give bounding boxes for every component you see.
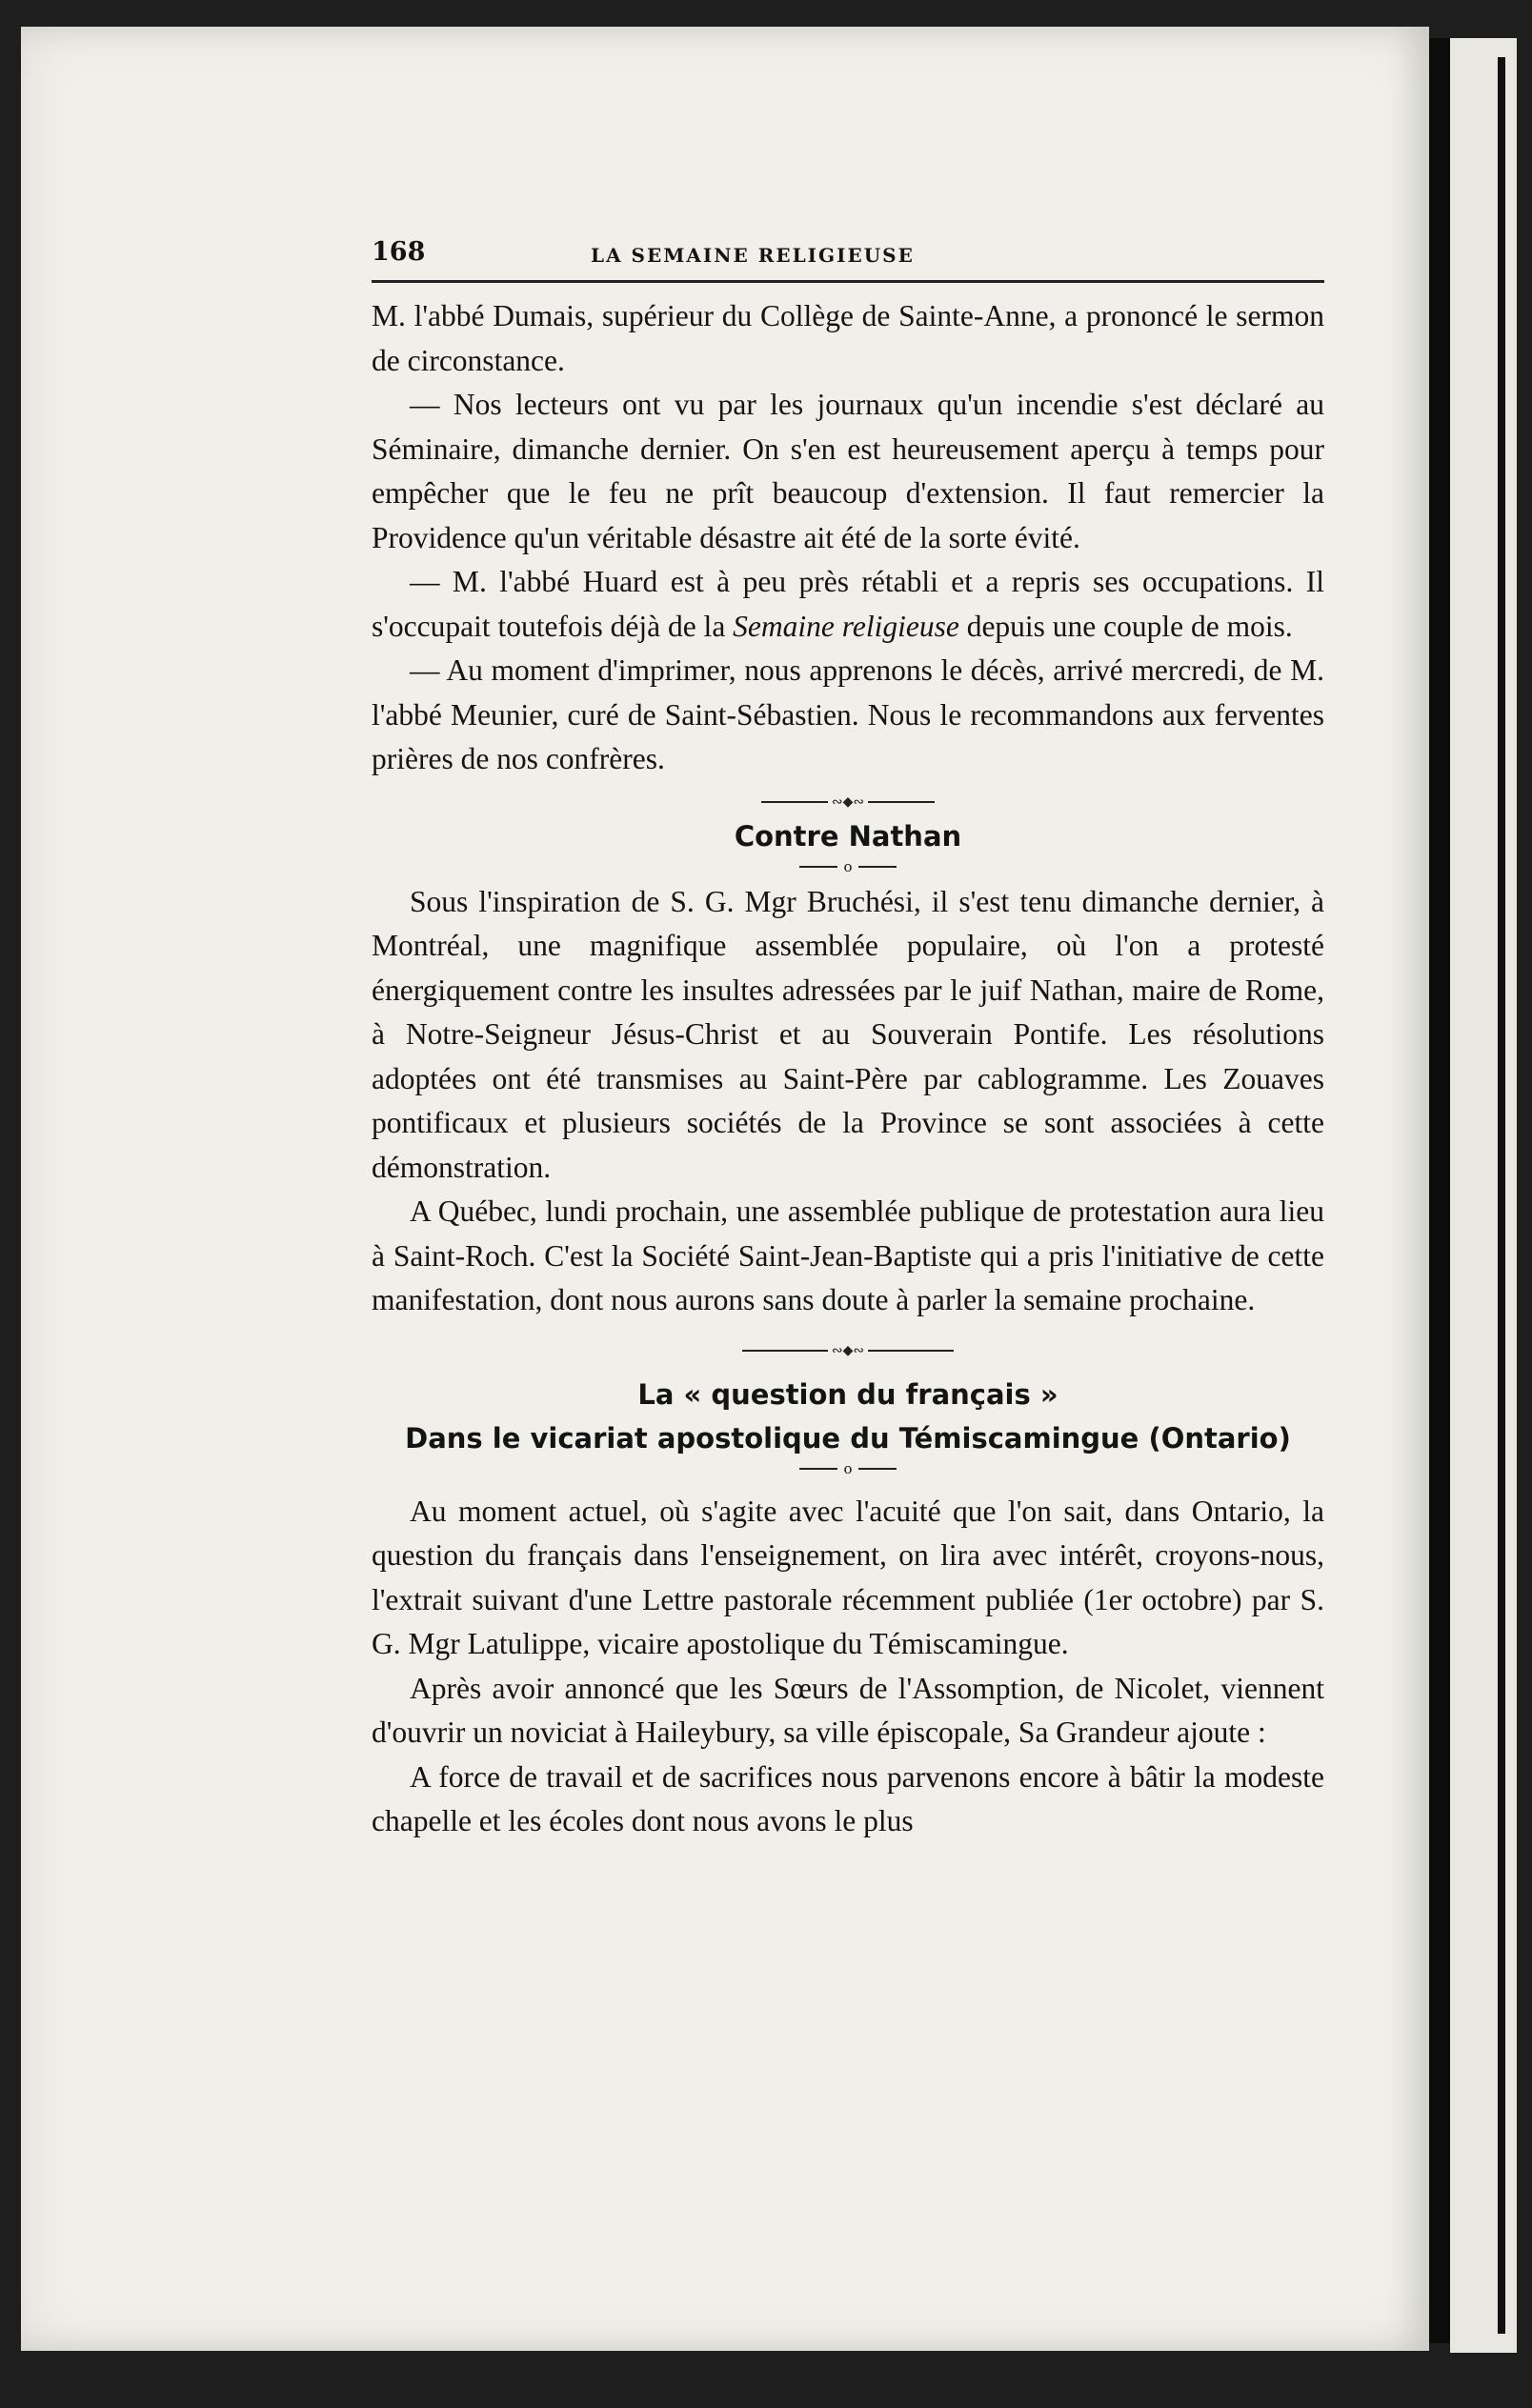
note-paragraph-1: M. l'abbé Dumais, supérieur du Collège de Sainte-Anne, a prononcé le sermon de circonstance.	[372, 299, 1324, 377]
note-paragraph-4: — Au moment d'imprimer, nous apprenons le décès, arrivé mercredi, de M. l'abbé Meunier, curé de Saint-Sébastien. Nous le recommandons aux ferventes prières de nos confrères.	[372, 653, 1324, 775]
journal-title: LA SEMAINE RELIGIEUSE	[591, 244, 915, 267]
note-paragraph-3	[372, 560, 1324, 649]
section-divider	[372, 795, 1324, 809]
divider-line-left	[742, 1350, 828, 1352]
book-gutter	[1429, 38, 1450, 2343]
divider-line-right	[868, 1350, 954, 1352]
note-paragraph-2: — Nos lecteurs ont vu par les journaux qu'un incendie s'est déclaré au Séminaire, dimanche dernier. On s'en est heureusement aperçu à temps pour empêcher que le feu ne prît beaucoup d'extension. Il faut remercier la Providence qu'un véritable désastre ait été de la sorte évité.	[372, 388, 1324, 554]
heading-separator	[372, 1459, 1324, 1477]
note-3-text-end: depuis une couple de mois.	[958, 609, 1293, 643]
page-number: 168	[372, 237, 426, 267]
divider-line-left	[761, 801, 828, 803]
separator-line-right	[858, 866, 897, 868]
facing-page-shadow	[1498, 57, 1505, 2334]
page-content	[372, 238, 1324, 1844]
divider-ornament: ∾◆∾	[831, 793, 865, 810]
section-heading-question: La « question du français »	[637, 1377, 1058, 1411]
section-divider	[372, 1344, 1324, 1357]
divider-line-right	[868, 801, 935, 803]
separator-line-right	[858, 1468, 897, 1470]
nathan-paragraph-2: A Québec, lundi prochain, une assemblée publique de protestation aura lieu à Saint-Roch. C'est la Société Saint-Jean-Baptiste qui a pris l'initiative de cette manifestation, dont nous aurons sans doute à parler la semaine prochaine.	[372, 1194, 1324, 1316]
note-3-text-start: — M. l'abbé Huard est à peu près rétabli et a repris ses occupations. Il s'occupait toutefois déjà de la	[372, 565, 1324, 643]
facing-page-edge	[1450, 38, 1517, 2353]
separator-line-left	[799, 866, 837, 868]
separator-line-left	[799, 1468, 837, 1470]
separator-mark: o	[843, 1459, 853, 1477]
question-paragraph-3: A force de travail et de sacrifices nous parvenons encore à bâtir la modeste chapelle et les écoles dont nous avons le plus	[372, 1759, 1324, 1837]
article-body	[372, 294, 1324, 1844]
nathan-paragraph-1: Sous l'inspiration de S. G. Mgr Bruchési, il s'est tenu dimanche dernier, à Montréal, une magnifique assemblée populaire, où l'on a protesté énergiquement contre les insultes adressées par le juif Nathan, maire de Rome, à Notre-Seigneur Jésus-Christ et au Souverain Pontife. Les résolutions adoptées ont été transmises au Saint-Père par cablogramme. Les Zouaves pontificaux et plusieurs sociétés de la Province se sont associées à cette démonstration.	[372, 884, 1324, 1184]
section-heading-nathan: Contre Nathan	[734, 819, 962, 853]
separator-mark: o	[843, 857, 853, 875]
section-subheading: Dans le vicariat apostolique du Témiscamingue (Ontario)	[405, 1421, 1291, 1455]
divider-ornament: ∾◆∾	[831, 1342, 865, 1358]
note-3-journal-title: Semaine religieuse	[733, 609, 959, 643]
heading-separator	[372, 857, 1324, 875]
question-paragraph-2: Après avoir annoncé que les Sœurs de l'Assomption, de Nicolet, viennent d'ouvrir un noviciat à Haileybury, sa ville épiscopale, Sa Grandeur ajoute :	[372, 1671, 1324, 1749]
question-paragraph-1: Au moment actuel, où s'agite avec l'acuité que l'on sait, dans Ontario, la question du français dans l'enseignement, on lira avec intérêt, croyons-nous, l'extrait suivant d'une Lettre pastorale récemment publiée (1er octobre) par S. G. Mgr Latulippe, vicaire apostolique du Témiscamingue.	[372, 1494, 1324, 1660]
running-head	[372, 238, 1324, 283]
